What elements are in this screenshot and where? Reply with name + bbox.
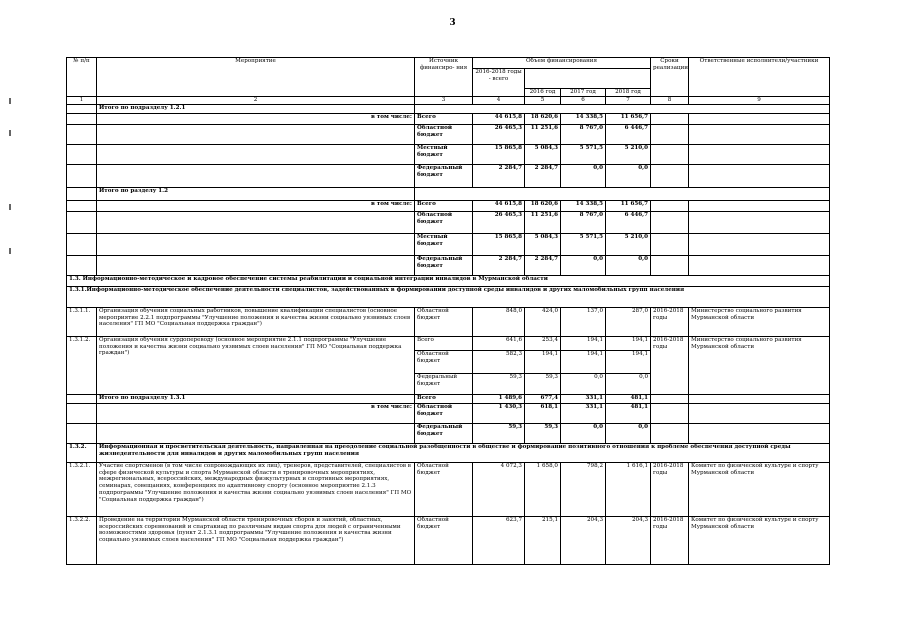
table-cell: 2016-2018 годы bbox=[651, 337, 689, 395]
table-cell bbox=[689, 424, 830, 444]
table-cell bbox=[67, 256, 97, 276]
table-cell: 0,0 bbox=[561, 256, 606, 276]
table-cell: 0,0 bbox=[606, 374, 651, 395]
table-cell: 26 465,3 bbox=[473, 125, 525, 145]
table-cell bbox=[97, 234, 415, 256]
table-cell: 4 072,3 bbox=[473, 463, 525, 517]
table-cell: 194,1 bbox=[525, 351, 561, 374]
table-cell: 2 284,7 bbox=[525, 256, 561, 276]
table-cell: 18 620,6 bbox=[525, 201, 561, 212]
table-cell: 1 bbox=[67, 97, 97, 105]
table-cell bbox=[67, 188, 97, 201]
table-cell: 331,1 bbox=[561, 395, 606, 404]
table-cell: 5 210,0 bbox=[606, 145, 651, 165]
table-cell: 8 bbox=[651, 97, 689, 105]
table-cell bbox=[689, 256, 830, 276]
header-2017: 2017 год bbox=[561, 89, 606, 97]
table-cell: 6 446,7 bbox=[606, 125, 651, 145]
table-cell: Областной бюджет bbox=[415, 463, 473, 517]
table-cell: 6 446,7 bbox=[606, 212, 651, 234]
table-cell: 1.3.2.1. bbox=[67, 463, 97, 517]
table-cell: Федеральный бюджет bbox=[415, 374, 473, 395]
table-cell: 5 571,5 bbox=[561, 145, 606, 165]
table-cell bbox=[651, 212, 689, 234]
table-row bbox=[67, 256, 830, 276]
table-row bbox=[67, 424, 830, 444]
table-cell: Федеральный бюджет bbox=[415, 256, 473, 276]
table-cell: 0,0 bbox=[561, 165, 606, 188]
header-source: Источник финансиро- ния bbox=[415, 58, 473, 97]
table-cell: 1 616,1 bbox=[606, 463, 651, 517]
table-row bbox=[67, 337, 830, 351]
section-132-heading: Информационная и просветительская деятельность, направленная на преодоление социальной разобщенности в обществе и формирование позитивного отношения к проблеме обеспечения доступной среды жизнедеятельности для инвалидов и других маломобильных групп населения bbox=[97, 444, 830, 463]
section-131-heading: 1.3.1.Информационно-методическое обеспечение деятельности специалистов, задействованных в формировании доступной среды инвалидов и других маломобильных групп населения bbox=[67, 287, 830, 308]
table-cell: 641,6 bbox=[473, 337, 525, 351]
table-cell bbox=[67, 234, 97, 256]
table-cell: в том числе: bbox=[97, 114, 415, 125]
table-cell: Участие спортсменов (в том числе сопровождающих их лиц), тренеров, представителей, специалистов в сфере физической культуры и спорта Мурманской области в тренировочных мероприятиях, межрегиональных, всероссийских, международных физкультурных и спортивных мероприятиях, семинарах, совещаниях, конференциях по адаптивному спорту (основное мероприятие 2.1.3 подпрограммы "Улучшение положения и качества жизни социально уязвимых слоев населения" ГП МО "Социальная поддержка граждан") bbox=[97, 463, 415, 517]
table-cell: 2 284,7 bbox=[473, 256, 525, 276]
table-cell: 1 658,0 bbox=[525, 463, 561, 517]
header-measure: Мероприятие bbox=[97, 58, 415, 97]
table-cell: 44 615,8 bbox=[473, 114, 525, 125]
table-cell bbox=[67, 145, 97, 165]
table-cell bbox=[651, 145, 689, 165]
table-cell bbox=[67, 165, 97, 188]
table-cell bbox=[689, 201, 830, 212]
table-cell: 59,3 bbox=[525, 374, 561, 395]
table-row bbox=[67, 212, 830, 234]
table-row bbox=[67, 201, 830, 212]
table-cell bbox=[651, 395, 689, 404]
table-cell bbox=[67, 212, 97, 234]
table-cell: Организация обучения социальных работников, повышение квалификации специалистов (основное мероприятие 2.2.1 подпрограммы "Улучшение положения и качества жизни социально уязвимых слоев населения" ГП МО "Социальная поддержка граждан") bbox=[97, 308, 415, 337]
table-row bbox=[67, 308, 830, 337]
table-cell bbox=[97, 165, 415, 188]
table-cell: 137,0 bbox=[561, 308, 606, 337]
table-cell bbox=[651, 256, 689, 276]
table-row bbox=[67, 234, 830, 256]
table-cell: 481,1 bbox=[606, 395, 651, 404]
header-2018: 2018 год bbox=[606, 89, 651, 97]
table-cell: 11 251,6 bbox=[525, 212, 561, 234]
table-cell bbox=[67, 105, 97, 114]
table-cell bbox=[689, 395, 830, 404]
table-row bbox=[67, 145, 830, 165]
table-cell: 8 767,0 bbox=[561, 125, 606, 145]
table-cell: 1 430,3 bbox=[473, 404, 525, 424]
table-cell bbox=[689, 234, 830, 256]
table-cell: 1.3.1.1. bbox=[67, 308, 97, 337]
table-cell: 11 656,7 bbox=[606, 114, 651, 125]
table-cell: в том числе: bbox=[97, 404, 415, 424]
table-cell: 582,3 bbox=[473, 351, 525, 374]
table-cell: 6 bbox=[561, 97, 606, 105]
table-cell bbox=[689, 165, 830, 188]
table-cell: 677,4 bbox=[525, 395, 561, 404]
table-cell bbox=[651, 424, 689, 444]
table-cell: Комитет по физической культуре и спорту Мурманской области bbox=[689, 463, 830, 517]
table-cell: 15 865,8 bbox=[473, 234, 525, 256]
header-num: № п/п bbox=[67, 58, 97, 97]
table-cell: 204,3 bbox=[606, 517, 651, 565]
table-cell: 287,0 bbox=[606, 308, 651, 337]
table-cell: 5 571,5 bbox=[561, 234, 606, 256]
header-terms: Сроки реализации bbox=[651, 58, 689, 97]
table-cell: Всего bbox=[415, 201, 473, 212]
table-cell bbox=[97, 424, 415, 444]
margin-mark bbox=[9, 130, 11, 136]
table-cell bbox=[67, 424, 97, 444]
table-cell: 194,1 bbox=[561, 351, 606, 374]
table-cell bbox=[415, 105, 830, 114]
table-cell: Федеральный бюджет bbox=[415, 165, 473, 188]
header-total: 2016-2018 годы - всего bbox=[473, 69, 525, 97]
table-cell: 2 bbox=[97, 97, 415, 105]
table-cell bbox=[415, 188, 830, 201]
table-cell: 481,1 bbox=[606, 404, 651, 424]
table-cell bbox=[651, 404, 689, 424]
table-cell bbox=[67, 395, 97, 404]
table-cell: Всего bbox=[415, 337, 473, 351]
section-13-heading: 1.3. Информационно-методическое и кадровое обеспечение системы реабилитации и социальной интеграции инвалидов в Мурманской области bbox=[67, 276, 830, 287]
table-cell: 215,1 bbox=[525, 517, 561, 565]
table-cell: 3 bbox=[415, 97, 473, 105]
table-cell: 848,0 bbox=[473, 308, 525, 337]
header-2016: 2016 год bbox=[525, 89, 561, 97]
header-funding: Объем финансирования bbox=[473, 58, 651, 69]
table-cell: 618,1 bbox=[525, 404, 561, 424]
table-cell: 44 615,8 bbox=[473, 201, 525, 212]
table-cell: 5 084,3 bbox=[525, 145, 561, 165]
table-cell: в том числе: bbox=[97, 201, 415, 212]
table-cell: 11 251,6 bbox=[525, 125, 561, 145]
table-cell: 2016-2018 годы bbox=[651, 517, 689, 565]
table-cell: 26 465,3 bbox=[473, 212, 525, 234]
funding-table bbox=[66, 57, 830, 565]
table-cell bbox=[689, 125, 830, 145]
table-cell: 0,0 bbox=[606, 165, 651, 188]
table-cell bbox=[689, 404, 830, 424]
table-cell: 0,0 bbox=[561, 424, 606, 444]
table-row bbox=[67, 517, 830, 565]
table-cell: Министерство социального развития Мурманской области bbox=[689, 337, 830, 395]
table-cell: Местный бюджет bbox=[415, 234, 473, 256]
table-cell bbox=[67, 125, 97, 145]
table-cell: 331,1 bbox=[561, 404, 606, 424]
table-cell: 0,0 bbox=[561, 374, 606, 395]
table-cell: 59,3 bbox=[473, 374, 525, 395]
table-cell bbox=[97, 145, 415, 165]
table-cell bbox=[67, 114, 97, 125]
table-cell bbox=[651, 114, 689, 125]
table-cell: 11 656,7 bbox=[606, 201, 651, 212]
table-cell bbox=[651, 165, 689, 188]
table-row bbox=[67, 114, 830, 125]
table-cell: 2016-2018 годы bbox=[651, 463, 689, 517]
table-cell bbox=[689, 212, 830, 234]
table-row bbox=[67, 125, 830, 145]
table-cell bbox=[651, 201, 689, 212]
table-cell: 194,1 bbox=[606, 337, 651, 351]
table-cell: 2016-2018 годы bbox=[651, 308, 689, 337]
table-cell bbox=[67, 404, 97, 424]
table-cell: Областной бюджет bbox=[415, 517, 473, 565]
table-row bbox=[67, 395, 830, 404]
margin-mark bbox=[9, 204, 11, 210]
table-cell: 1 489,6 bbox=[473, 395, 525, 404]
table-cell: 2 284,7 bbox=[525, 165, 561, 188]
table-cell: 253,4 bbox=[525, 337, 561, 351]
table-row bbox=[67, 463, 830, 517]
table-cell: Областной бюджет bbox=[415, 404, 473, 424]
section-12-total-label: Итого по разделу 1.2 bbox=[97, 188, 415, 201]
table-cell: Проведение на территории Мурманской области тренировочных сборов и занятий, областных, всероссийских соревнований и спартакиад по различным видам спорта для людей с ограниченными возможностями здоровья (пункт 2.1.3.1 подпрограммы "Улучшение положения и качества жизни социально уязвимых слоев населения" ГП МО "Социальная поддержка граждан") bbox=[97, 517, 415, 565]
table-cell: 15 865,8 bbox=[473, 145, 525, 165]
margin-mark bbox=[9, 98, 11, 104]
table-cell: 7 bbox=[606, 97, 651, 105]
table-cell: 59,3 bbox=[525, 424, 561, 444]
table-cell: 14 338,5 bbox=[561, 201, 606, 212]
table-cell: 798,2 bbox=[561, 463, 606, 517]
table-cell bbox=[67, 201, 97, 212]
table-cell: 424,0 bbox=[525, 308, 561, 337]
margin-mark bbox=[9, 248, 11, 254]
table-cell: Областной бюджет bbox=[415, 308, 473, 337]
table-cell: Федеральный бюджет bbox=[415, 424, 473, 444]
table-cell: 8 767,0 bbox=[561, 212, 606, 234]
table-cell: 1.3.1.2. bbox=[67, 337, 97, 395]
table-cell: 1.3.2.2. bbox=[67, 517, 97, 565]
section-132-num: 1.3.2. bbox=[67, 444, 97, 463]
table-cell: 194,1 bbox=[561, 337, 606, 351]
table-cell bbox=[689, 145, 830, 165]
table-cell: 4 bbox=[473, 97, 525, 105]
table-cell: 18 620,6 bbox=[525, 114, 561, 125]
subtotal-121-label: Итого по подразделу 1.2.1 bbox=[97, 105, 415, 114]
table-cell: 5 bbox=[525, 97, 561, 105]
table-cell: Комитет по физической культуре и спорту Мурманской области bbox=[689, 517, 830, 565]
table-cell: 623,7 bbox=[473, 517, 525, 565]
table-cell: 59,3 bbox=[473, 424, 525, 444]
table-cell: Областной бюджет bbox=[415, 212, 473, 234]
page-number: 3 bbox=[449, 18, 456, 28]
table-cell bbox=[97, 125, 415, 145]
table-cell: Организация обучения сурдопереводу (основное мероприятие 2.1.1 подпрограммы "Улучшение положения и качества жизни социально уязвимых слоев населения" ГП МО "Социальная поддержка граждан") bbox=[97, 337, 415, 395]
table-cell bbox=[651, 234, 689, 256]
table-cell: 5 084,3 bbox=[525, 234, 561, 256]
table-cell bbox=[97, 256, 415, 276]
table-cell: 9 bbox=[689, 97, 830, 105]
table-cell: 0,0 bbox=[606, 424, 651, 444]
table-cell: Местный бюджет bbox=[415, 145, 473, 165]
table-cell: Всего bbox=[415, 395, 473, 404]
table-cell: Областной бюджет bbox=[415, 351, 473, 374]
table-cell bbox=[689, 114, 830, 125]
table-cell: 0,0 bbox=[606, 256, 651, 276]
table-cell bbox=[97, 212, 415, 234]
table-cell bbox=[525, 69, 651, 89]
table-cell: 5 210,0 bbox=[606, 234, 651, 256]
table-cell: Областной бюджет bbox=[415, 125, 473, 145]
table-cell: Министерство социального развития Мурманской области bbox=[689, 308, 830, 337]
table-row bbox=[67, 404, 830, 424]
column-numbers bbox=[67, 97, 830, 105]
table-cell: Всего bbox=[415, 114, 473, 125]
table-cell: 194,1 bbox=[606, 351, 651, 374]
header-resp: Ответственные исполнители/участники bbox=[689, 58, 830, 97]
table-cell: Итого по подразделу 1.3.1 bbox=[97, 395, 415, 404]
table-cell bbox=[651, 125, 689, 145]
table-cell: 2 284,7 bbox=[473, 165, 525, 188]
table-row bbox=[67, 165, 830, 188]
table-cell: 14 338,5 bbox=[561, 114, 606, 125]
table-cell: 204,3 bbox=[561, 517, 606, 565]
